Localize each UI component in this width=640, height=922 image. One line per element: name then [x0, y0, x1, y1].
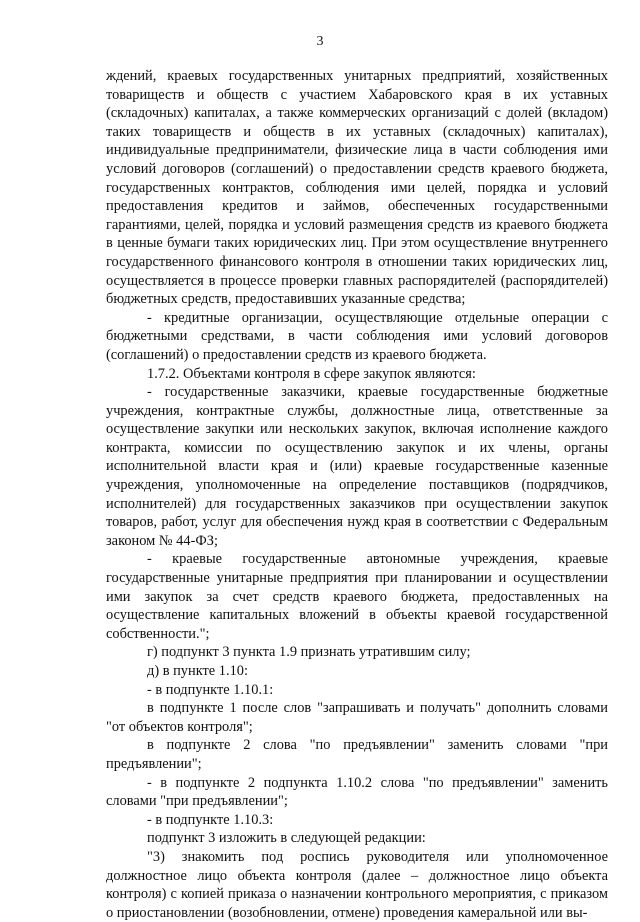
paragraph: - в подпункте 2 подпункта 1.10.2 слова "по предъявлении" заменить словами "при предъявлении";: [106, 774, 608, 810]
page-number: 3: [316, 34, 324, 49]
paragraph: - в подпункте 1.10.3:: [147, 811, 274, 828]
paragraph: - государственные заказчики, краевые государственные бюджетные учреждения, контрактные службы, должностные лица, ответственные за осуществление закупки или нескольких закупок, включая исполнение каждого контракта, комиссии по осуществлению закупок и их члены, органы исполнительной власти края и (или) краевые государственные казенные учреждения, уполномоченные на определение поставщиков (подрядчиков, исполнителей) для государственных заказчиков при осуществлении закупок товаров, работ, услуг для обеспечения нужд края в соответствии с Федеральным законом № 44-ФЗ;: [106, 384, 608, 549]
paragraph: - краевые государственные автономные учреждения, краевые государственные унитарные предприятия при планировании и осуществлении ими закупок за счет средств краевого бюджета, предоставленных на осуществление капитальных вложений в объекты краевой государственной собственности.";: [106, 551, 608, 642]
paragraph: подпункт 3 изложить в следующей редакции:: [147, 830, 426, 847]
paragraph: - в подпункте 1.10.1:: [147, 681, 274, 698]
paragraph: в подпункте 2 слова "по предъявлении" заменить словами "при предъявлении";: [106, 737, 608, 772]
paragraph: в подпункте 1 после слов "запрашивать и получать" дополнить словами "от объектов контроля";: [106, 700, 608, 735]
paragraph: д) в пункте 1.10:: [147, 663, 248, 679]
paragraph: "3) знакомить под роспись руководителя или уполномоченное должностное лицо объекта контроля (далее – должностное лицо объекта контроля) с копией приказа о назначении контрольного мероприятия, с приказом о приостановлении (возобновлении, отмене) проведения камеральной или вы-: [106, 848, 608, 921]
paragraph: г) подпункт 3 пункта 1.9 признать утратившим силу;: [147, 644, 471, 661]
document-body: [106, 67, 608, 922]
paragraph: - кредитные организации, осуществляющие отдельные операции с бюджетными средствами, в части соблюдения ими условий договоров (соглашений) о предоставлении средств из краевого бюджета.: [106, 309, 608, 363]
paragraph: ждений, краевых государственных унитарных предприятий, хозяйственных товариществ и обществ с участием Хабаровского края в их уставных (складочных) капиталах, а также коммерческих организаций с долей (вкладом) таких товариществ и обществ в их уставных (складочных) капиталах), индивидуальные предприниматели, физические лица в части соблюдения ими условий договоров (соглашений) о предоставлении средств краевого бюджета, государственных контрактов, соблюдения ими целей, порядка и условий предоставления кредитов и займов, обеспеченных государственными гарантиями, целей, порядка и условий размещения средств из краевого бюджета в ценные бумаги таких юридических лиц. При этом осуществление внутреннего государственного финансового контроля в отношении таких юридических лиц, осуществляется в процессе проверки главных распорядителей (распорядителей) бюджетных средств, предоставивших указанные средства;: [106, 68, 608, 308]
paragraph: 1.7.2. Объектами контроля в сфере закупок являются:: [147, 365, 476, 382]
